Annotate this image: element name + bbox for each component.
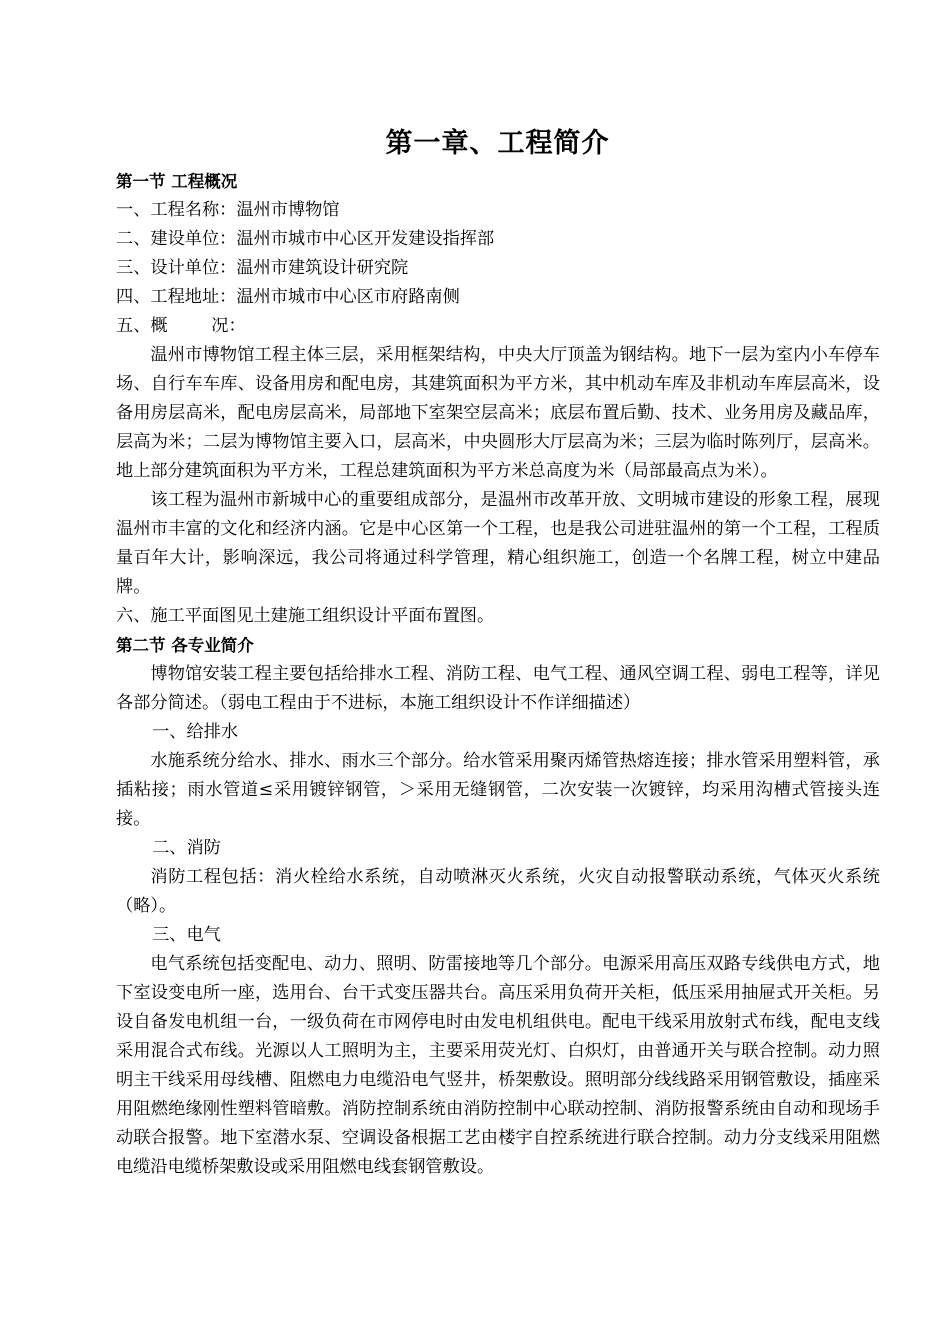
item-designer: 三、设计单位：温州市建筑设计研究院 bbox=[116, 258, 409, 278]
overview-paragraph-2: 该工程为温州市新城中心的重要组成部分，是温州市改革开放、文明城市建设的形象工程，展现温州市丰富的文化和经济内涵。它是中心区第一个工程，也是我公司进驻温州的第一个工程，工程质量百年大计，影响深远，我公司将通过科学管理，精心组织施工，创造一个名牌工程，树立中建品牌。 bbox=[116, 490, 880, 597]
chapter-title: 第一章、工程简介 bbox=[385, 128, 610, 159]
subheading-electrical: 三、电气 bbox=[152, 925, 221, 945]
item-site-plan: 六、施工平面图见土建施工组织设计平面布置图。 bbox=[116, 606, 495, 626]
item-project-name: 一、工程名称：温州市博物馆 bbox=[116, 200, 340, 220]
document-body bbox=[116, 167, 880, 1182]
electrical-paragraph: 电气系统包括变配电、动力、照明、防雷接地等几个部分。电源采用高压双路专线供电方式，地下室设变电所一座，选用台、台干式变压器共台。高压采用负荷开关柜，低压采用抽屉式开关柜。另设自备发电机组一台，一级负荷在市网停电时由发电机组供电。配电干线采用放射式布线，配电支线采用混合式布线。光源以人工照明为主，主要采用荧光灯、白炽灯，由普通开关与联合控制。动力照明主干线采用母线槽、阻燃电力电缆沿电气竖井，桥架敷设。照明部分线线路采用钢管敷设，插座采用阻燃绝缘刚性塑料管暗敷。消防控制系统由消防控制中心联动控制、消防报警系统由自动和现场手动联合报警。地下室潜水泵、空调设备根据工艺由楼宇自控系统进行联合控制。动力分支线采用阻燃电缆沿电缆桥架敷设或采用阻燃电线套钢管敷设。 bbox=[116, 954, 880, 1177]
section-heading-overview: 第一节 工程概况 bbox=[116, 172, 238, 191]
plumbing-paragraph: 水施系统分给水、排水、雨水三个部分。给水管采用聚丙烯管热熔连接；排水管采用塑料管，承插粘接；雨水管道≤采用镀锌钢管，＞采用无缝钢管，二次安装一次镀锌，均采用沟槽式管接头连接。 bbox=[116, 751, 880, 829]
item-client: 二、建设单位：温州市城市中心区开发建设指挥部 bbox=[116, 229, 495, 249]
fire-paragraph: 消防工程包括：消火栓给水系统，自动喷淋灭火系统，火灾自动报警联动系统，气体灭火系统（略）。 bbox=[116, 867, 880, 916]
section-heading-disciplines: 第二节 各专业简介 bbox=[116, 636, 254, 655]
disciplines-intro: 博物馆安装工程主要包括给排水工程、消防工程、电气工程、通风空调工程、弱电工程等，详见各部分简述。（弱电工程由于不进标，本施工组织设计不作详细描述） bbox=[116, 664, 880, 713]
subheading-plumbing: 一、给排水 bbox=[152, 722, 239, 742]
subheading-fire: 二、消防 bbox=[152, 838, 221, 858]
item-address: 四、工程地址：温州市城市中心区市府路南侧 bbox=[116, 287, 460, 307]
overview-paragraph-1: 温州市博物馆工程主体三层，采用框架结构，中央大厅顶盖为钢结构。地下一层为室内小车停车场、自行车车库、设备用房和配电房，其建筑面积为平方米，其中机动车库及非机动车库层高米，设备用房层高米，配电房层高米，局部地下室架空层高米；底层布置后勤、技术、业务用房及藏品库，层高为米；二层为博物馆主要入口，层高米，中央圆形大厅层高为米；三层为临时陈列厅，层高米。地上部分建筑面积为平方米，工程总建筑面积为平方米总高度为米（局部最高点为米）。 bbox=[116, 345, 880, 481]
item-overview: 五、概 况： bbox=[116, 316, 246, 336]
